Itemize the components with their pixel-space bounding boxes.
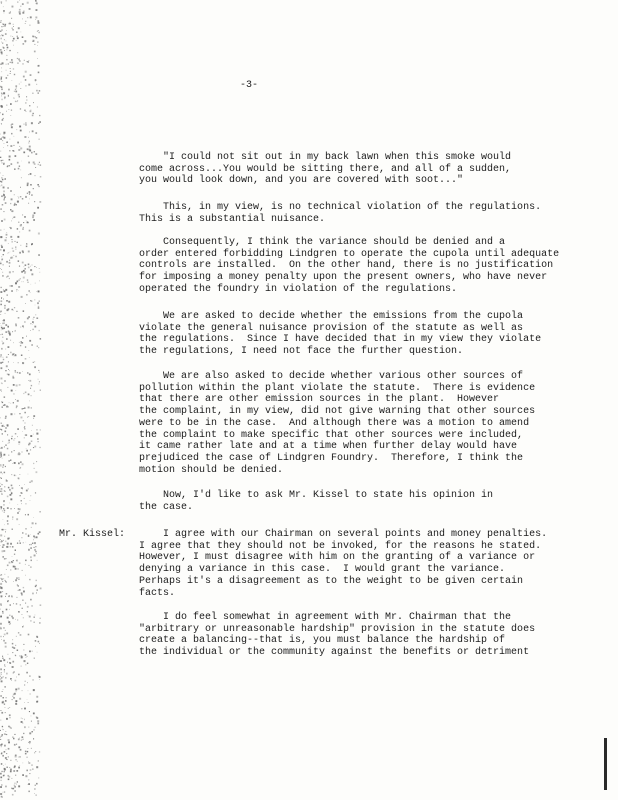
paragraph-quote: "I could not sit out in my back lawn when this smoke would come across...You would be sitting there, and all of a sudden, you would look down, and you are covered with soot..." <box>139 152 512 187</box>
scan-margin-mark <box>604 738 607 790</box>
speaker-label: Mr. Kissel: <box>59 529 126 540</box>
paragraph-nuisance: This, in my view, is no technical violation of the regulations. This is a substantial nuisance. <box>139 202 542 225</box>
scanned-left-edge-speckle <box>0 0 44 800</box>
paragraph-kissel-opinion: I agree with our Chairman on several points and money penalties. I agree that they should not be invoked, for the reasons he stated. However, I must disagree with him on the granting of a variance or denying a variance in this case. I would grant the variance. Perhaps it's a disagreement as to the weight to be given certain facts. <box>139 529 548 599</box>
paragraph-variance-denied: Consequently, I think the variance should be denied and a order entered forbidding Lindgren to operate the cupola until adequate controls are installed. On the other hand, there is no justification for imposing a money penalty upon the present owners, who have never operated the foundry in violation of the regulations. <box>139 237 560 295</box>
page-number: -3- <box>240 80 259 91</box>
paragraph-arbitrary-hardship: I do feel somewhat in agreement with Mr. Chairman that the "arbitrary or unreasonable hardship" provision in the statute does create a balancing--that is, you must balance the hardship of the individual or the community against the benefits or detriment <box>139 612 536 659</box>
paragraph-other-sources: We are also asked to decide whether various other sources of pollution within the plant violate the statute. There is evidence that there are other emission sources in the plant. However the complaint, in my view, did not give warning that other sources were to be in the case. And although there was a motion to amend the complaint to make specific that other sources were included, it came rather late and at a time when further delay would have prejudiced the case of Lindgren Foundry. Therefore, I think the motion should be denied. <box>139 371 536 476</box>
paragraph-nuisance-provision: We are asked to decide whether the emissions from the cupola violate the general nuisance provision of the statute as well as the regulations. Since I have decided that in my view they violate the regulations, I need not face the further question. <box>139 311 542 358</box>
paragraph-ask-kissel: Now, I'd like to ask Mr. Kissel to state his opinion in the case. <box>139 490 494 513</box>
